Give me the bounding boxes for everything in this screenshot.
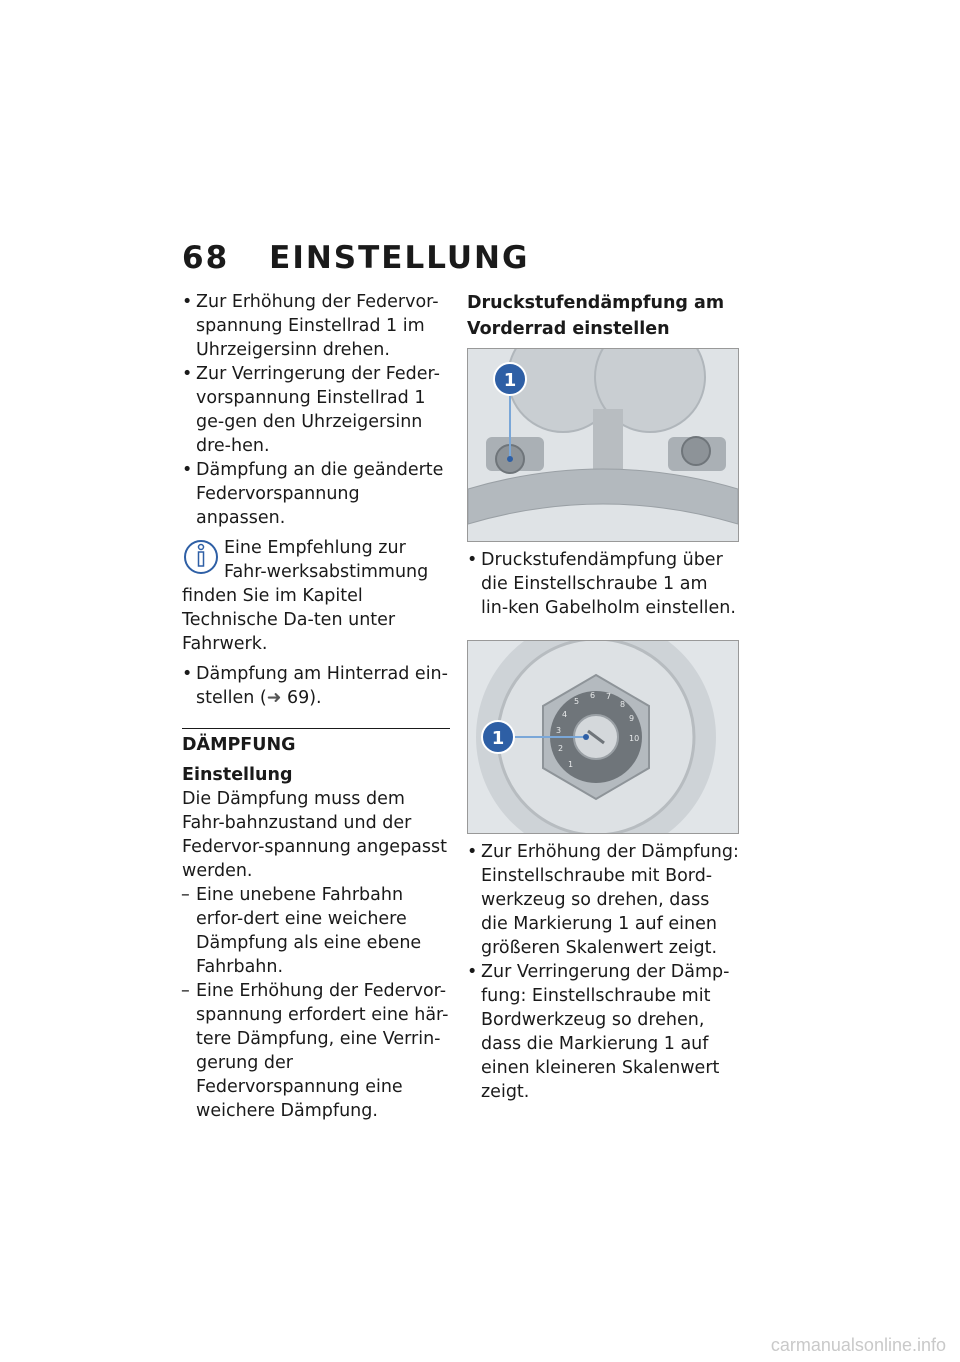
fork-handlebar-illustration bbox=[468, 349, 738, 541]
callout-label: 1 bbox=[503, 370, 517, 391]
adjuster-screw-image bbox=[467, 640, 739, 834]
page-title: EINSTELLUNG bbox=[269, 240, 530, 276]
svg-text:1: 1 bbox=[568, 760, 574, 769]
page-number: 68 bbox=[182, 240, 230, 276]
subsection-title: Einstellung bbox=[182, 765, 293, 785]
list-item: – Eine Erhöhung der Federvor-spannung erfordert eine här-tere Dämpfung, eine Verrin-gerung der Federvorspannung eine weichere Dämpfung. bbox=[182, 979, 450, 1123]
list-item: • Zur Erhöhung der Federvor-spannung Einstellrad 1 im Uhrzeigersinn drehen. bbox=[182, 290, 450, 362]
right-column bbox=[467, 290, 739, 1104]
fork-handlebar-image bbox=[467, 348, 739, 542]
svg-text:2: 2 bbox=[558, 744, 564, 753]
svg-text:4: 4 bbox=[562, 710, 568, 719]
info-text: Eine Empfehlung zur Fahr-werksabstimmung finden Sie im Kapitel Technische Da-ten unter Fahrwerk. bbox=[182, 538, 429, 654]
svg-text:10: 10 bbox=[629, 734, 640, 743]
svg-text:8: 8 bbox=[620, 700, 626, 709]
adjuster-screw-illustration bbox=[468, 641, 738, 833]
paragraph: Die Dämpfung muss dem Fahr-bahnzustand und der Federvor-spannung angepasst werden. bbox=[182, 789, 448, 881]
list-item: – Eine unebene Fahrbahn erfor-dert eine weichere Dämpfung als eine ebene Fahrbahn. bbox=[182, 883, 450, 979]
callout-label: 1 bbox=[491, 728, 505, 749]
info-icon bbox=[182, 536, 220, 576]
info-note bbox=[182, 536, 450, 656]
arrow-right-icon: ➜ bbox=[266, 688, 287, 708]
list-item: • Dämpfung am Hinterrad ein-stellen (➜ 69). bbox=[182, 662, 450, 710]
section-title: DÄMPFUNG bbox=[182, 735, 296, 755]
list-item: • Zur Erhöhung der Dämpfung: Einstellschraube mit Bord-werkzeug so drehen, dass die Markierung 1 auf einen größeren Skalenwert zeigt. bbox=[467, 840, 739, 960]
watermark: carmanualsonline.info bbox=[770, 1335, 946, 1355]
left-column bbox=[182, 290, 450, 1123]
svg-text:5: 5 bbox=[574, 697, 580, 706]
svg-text:7: 7 bbox=[606, 692, 612, 701]
section-divider bbox=[182, 728, 450, 757]
list-item: • Dämpfung an die geänderte Federvorspannung anpassen. bbox=[182, 458, 450, 530]
list-item: • Zur Verringerung der Feder-vorspannung Einstellrad 1 ge-gen den Uhrzeigersinn dre-hen. bbox=[182, 362, 450, 458]
svg-text:6: 6 bbox=[590, 691, 596, 700]
page-reference-link[interactable]: 69 bbox=[286, 688, 310, 708]
svg-text:9: 9 bbox=[629, 714, 635, 723]
section-title: Druckstufendämpfung am Vorderrad einstellen bbox=[467, 293, 725, 339]
list-item: • Zur Verringerung der Dämp-fung: Einstellschraube mit Bordwerkzeug so drehen, dass die Markierung 1 auf einen kleineren Skalenwert zeigt. bbox=[467, 960, 739, 1104]
page-header bbox=[182, 240, 529, 276]
list-item: • Druckstufendämpfung über die Einstellschraube 1 am lin-ken Gabelholm einstellen. bbox=[467, 548, 739, 620]
svg-text:3: 3 bbox=[556, 726, 562, 735]
